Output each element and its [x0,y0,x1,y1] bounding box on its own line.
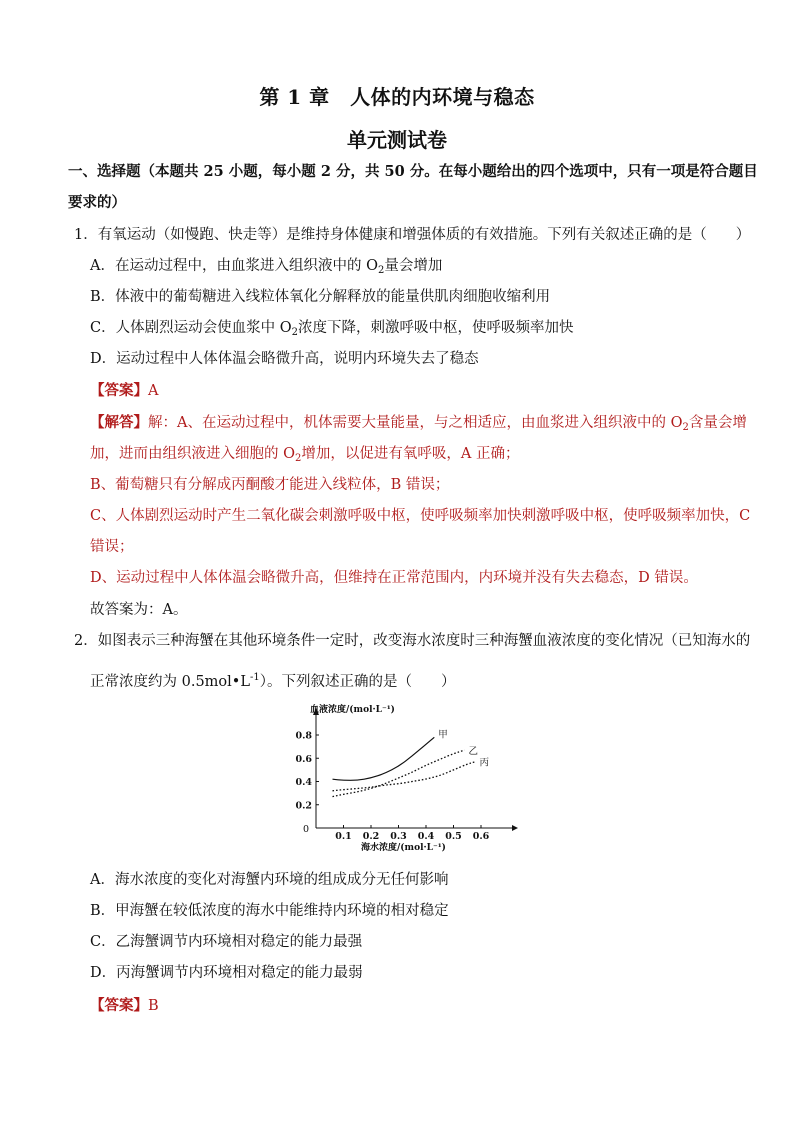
q1-option-c: C．人体剧烈运动会使血浆中 $O_2$浓度下降，刺激呼吸中枢，使呼吸频率加快 [90,320,574,338]
q1-explanation-line6: D、运动过程中人体体温会略微升高，但维持在正常范围内，内环境并没有失去稳态，D 错误。 [90,570,698,586]
q1-option-a: A．在运动过程中，由血浆进入组织液中的 $O_2$量会增加 [90,258,443,276]
series-label-3: 丙 [479,757,490,769]
q1-explanation-line3: B、葡萄糖只有分解成丙酮酸才能进入线粒体，B 错误； [90,477,450,493]
x-axis-arrow [512,825,518,831]
q2-option-a: A．海水浓度的变化对海蟹内环境的组成成分无任何影响 [90,872,449,888]
y-tick-label: 0.6 [295,753,312,765]
series-label-1: 甲 [438,729,448,741]
q2-stem-line2: 正常浓度约为 $0.5mol•L^{-1}$）。下列叙述正确的是（ ） [90,672,456,690]
x-tick-label: 0.6 [472,831,490,842]
q1-stem: 1．有氧运动（如慢跑、快走等）是维持身体健康和增强体质的有效措施。下列有关叙述正确的是（ ） [74,227,751,243]
q1-option-b: B．体液中的葡萄糖进入线粒体氧化分解释放的能量供肌肉细胞收缩利用 [90,289,551,305]
q1-answer: 【答案】A [90,382,159,399]
section-heading-line1: 一、选择题（本题共 25 小题，每小题 2 分，共 50 分。在每小题给出的四个选项中，只有一项是符合题目 [68,163,758,180]
test-subtitle: 单元测试卷 [347,128,447,152]
chapter-title: 第 1 章 人体的内环境与稳态 [259,85,535,109]
q2-stem-line1: 2．如图表示三种海蟹在其他环境条件一定时，改变海水浓度时三种海蟹血液浓度的变化情况（已知海水的 [74,633,751,649]
y-axis-label: 血液浓度/(mol·L⁻¹) [310,705,395,715]
crab-blood-concentration-chart [292,702,522,854]
series-line-3 [333,762,476,791]
chart-axes [313,708,518,831]
q2-answer: 【答案】B [90,997,159,1014]
y-tick-label: 0.2 [295,800,312,812]
series-label-2: 乙 [468,746,479,758]
x-tick-label: 0.5 [445,831,462,842]
q1-explanation-line4: C、人体剧烈运动时产生二氧化碳会刺激呼吸中枢，使呼吸频率加快刺激呼吸中枢，使呼吸频率加快，C [90,508,751,524]
q1-option-d: D．运动过程中人体体温会略微升高，说明内环境失去了稳态 [90,351,479,367]
origin-label: 0 [303,824,310,835]
q1-explanation-line1: 【解答】解：A、在运动过程中，机体需要大量能量，与之相适应，由血浆进入组织液中的 $O_2$含量会增 [90,414,747,433]
x-axis-label: 海水浓度/(mol·L⁻¹) [361,843,446,853]
x-tick-label: 0.2 [362,831,380,842]
chart-ticks [295,731,489,843]
chart-series [333,729,490,796]
x-tick-label: 0.3 [390,831,407,842]
section-heading-line2: 要求的） [68,194,126,211]
q2-option-c: C．乙海蟹调节内环境相对稳定的能力最强 [90,934,363,950]
q2-option-d: D．丙海蟹调节内环境相对稳定的能力最弱 [90,965,363,981]
q2-option-b: B．甲海蟹在较低浓度的海水中能维持内环境的相对稳定 [90,903,449,919]
y-tick-label: 0.4 [295,777,312,788]
q1-conclusion: 故答案为：A。 [90,602,188,618]
q1-explanation-line2: 加，进而由组织液进入细胞的 $O_2$增加，以促进有氧呼吸，A 正确； [90,446,520,464]
series-line-2 [333,750,465,797]
x-tick-label: 0.4 [417,831,435,842]
series-line-1 [333,737,435,780]
q1-explanation-line5: 错误； [90,539,134,555]
y-tick-label: 0.8 [295,730,312,742]
x-tick-label: 0.1 [335,831,352,842]
